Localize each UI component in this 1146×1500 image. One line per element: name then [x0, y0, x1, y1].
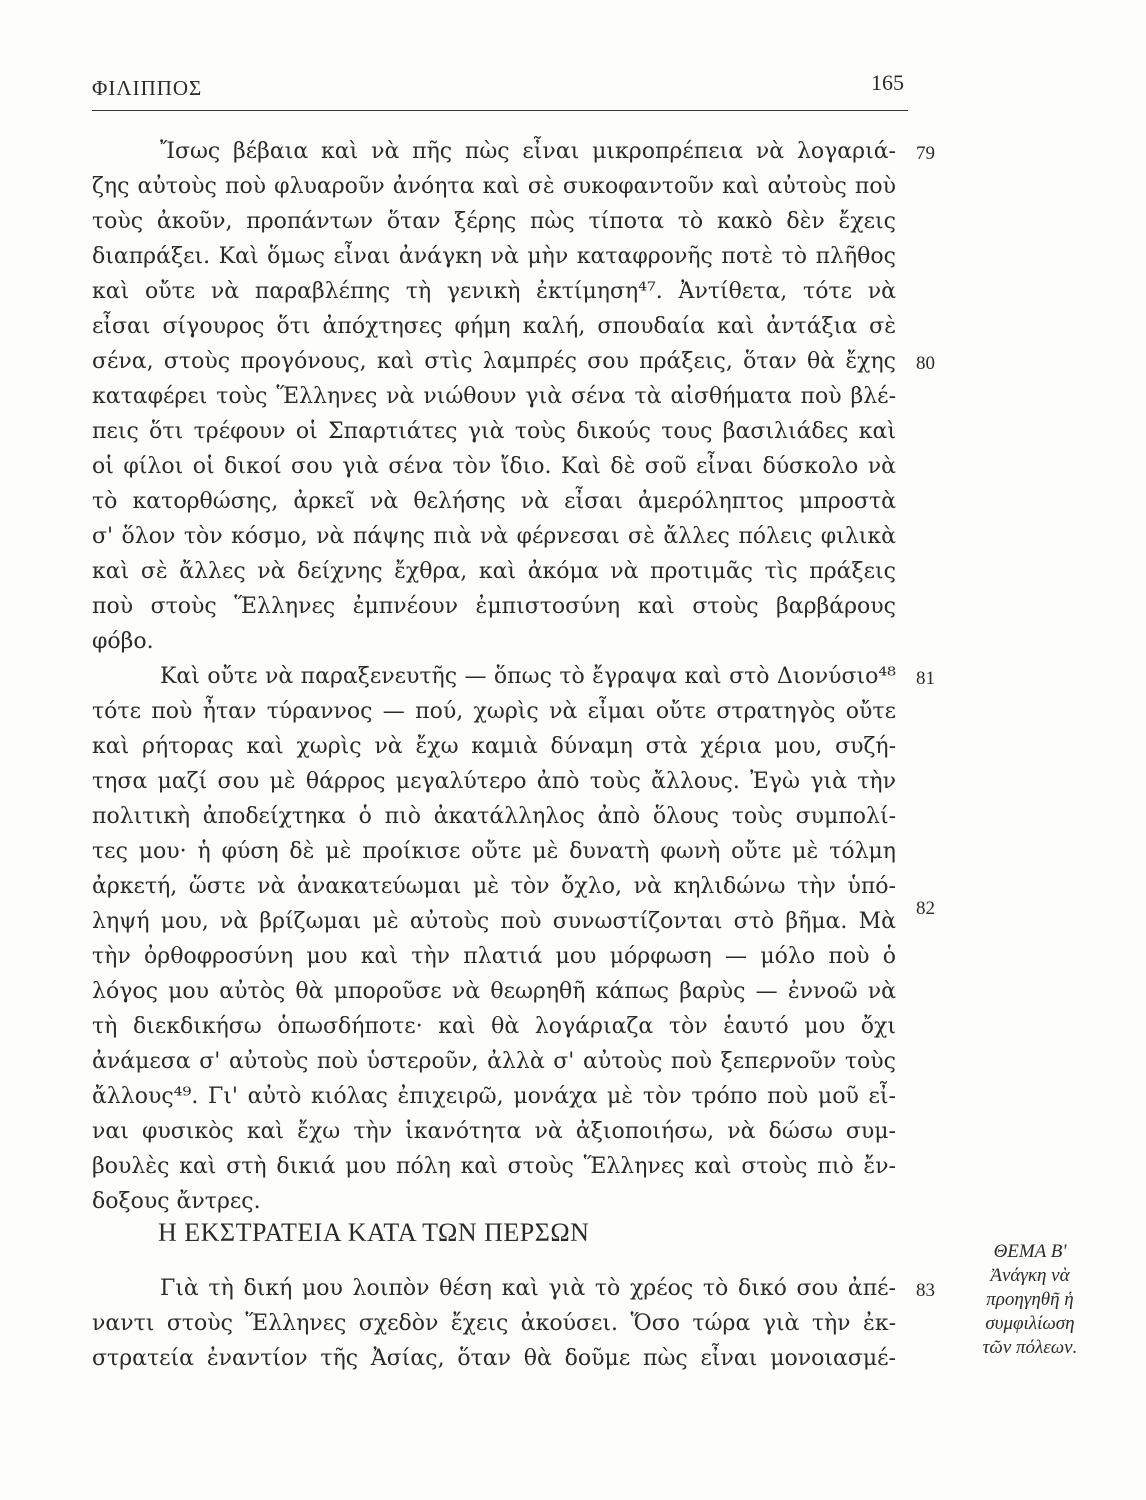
- side-note-line: τῶν πόλεων.: [982, 1337, 1078, 1358]
- running-title: ΦΙΛΙΠΠΟΣ: [92, 76, 203, 100]
- text-line: τες μου· ἡ φύση δὲ μὲ προίκισε οὔτε μὲ δυνατὴ φωνὴ οὔτε μὲ τόλμη: [92, 839, 896, 864]
- margin-number: 81: [916, 668, 935, 689]
- text-line: καὶ οὔτε νὰ παραβλέπης τὴ γενικὴ ἐκτίμηση⁴⁷. Ἀντίθετα, τότε νὰ: [92, 279, 896, 304]
- text-line: τὴ διεκδικήσω ὁπωσδήποτε· καὶ θὰ λογάριαζα τὸν ἑαυτό μου ὄχι: [92, 1014, 896, 1039]
- text-line: εἶσαι σίγουρος ὅτι ἀπόχτησες φήμη καλή, σπουδαία καὶ ἀντάξια σὲ: [92, 314, 896, 339]
- text-line: ναι φυσικὸς καὶ ἔχω τὴν ἱκανότητα νὰ ἀξιοποιήσω, νὰ δώσω συμ-: [92, 1119, 896, 1144]
- text-line: στρατεία ἐναντίον τῆς Ἀσίας, ὅταν θὰ δοῦμε πὼς εἶναι μονοιασμέ-: [92, 1346, 896, 1371]
- side-note-line: συμφιλίωση: [985, 1313, 1075, 1334]
- side-note-title: ΘΕΜΑ Β': [993, 1241, 1067, 1262]
- text-line: σ' ὅλον τὸν κόσμο, νὰ πάψης πιὰ νὰ φέρνεσαι σὲ ἄλλες πόλεις φιλικὰ: [92, 524, 896, 549]
- text-line: πεις ὅτι τρέφουν οἱ Σπαρτιάτες γιὰ τοὺς δικούς τους βασιλιάδες καὶ: [92, 419, 896, 444]
- margin-number: 80: [916, 353, 935, 374]
- text-line: φόβο.: [92, 629, 154, 654]
- text-line: βουλὲς καὶ στὴ δικιά μου πόλη καὶ στοὺς Ἕλληνες καὶ στοὺς πιὸ ἔν-: [92, 1154, 896, 1179]
- text-line: καταφέρει τοὺς Ἕλληνες νὰ νιώθουν γιὰ σένα τὰ αἰσθήματα ποὺ βλέ-: [92, 384, 896, 409]
- page-number: 165: [871, 70, 904, 95]
- text-line: σένα, στοὺς προγόνους, καὶ στὶς λαμπρές σου πράξεις, ὅταν θὰ ἔχης: [92, 349, 896, 374]
- text-line: ναντι στοὺς Ἕλληνες σχεδὸν ἔχεις ἀκούσει. Ὅσο τώρα γιὰ τὴν ἐκ-: [92, 1311, 896, 1336]
- text-line: ζης αὐτοὺς ποὺ φλυαροῦν ἀνόητα καὶ σὲ συκοφαντοῦν καὶ αὐτοὺς ποὺ: [92, 174, 896, 199]
- margin-number: 79: [916, 143, 935, 164]
- text-line: οἱ φίλοι οἱ δικοί σου γιὰ σένα τὸν ἴδιο. Καὶ δὲ σοῦ εἶναι δύσκολο νὰ: [92, 454, 896, 479]
- text-line: ἀρκετή, ὥστε νὰ ἀνακατεύωμαι μὲ τὸν ὄχλο, νὰ κηλιδώνω τὴν ὑπό-: [92, 874, 896, 899]
- text-line: Γιὰ τὴ δική μου λοιπὸν θέση καὶ γιὰ τὸ χρέος τὸ δικό σου ἀπέ-: [160, 1276, 896, 1301]
- side-note-line: προηγηθῆ ἡ: [986, 1289, 1074, 1310]
- margin-number: 82: [916, 898, 935, 919]
- text-line: Ἴσως βέβαια καὶ νὰ πῆς πὼς εἶναι μικροπρέπεια νὰ λογαριά-: [160, 139, 896, 164]
- page-header: [92, 70, 908, 111]
- side-note-line: Ἀνάγκη νὰ: [990, 1265, 1070, 1286]
- text-line: δοξους ἄντρες.: [92, 1189, 261, 1214]
- margin-number: 83: [916, 1280, 935, 1301]
- text-line: τὴν ὀρθοφροσύνη μου καὶ τὴν πλατιά μου μόρφωση — μόλο ποὺ ὁ: [92, 944, 896, 969]
- section-heading: Η ΕΚΣΤΡΑΤΕΙΑ ΚΑΤΑ ΤΩΝ ΠΕΡΣΩΝ: [158, 1218, 590, 1247]
- text-line: ποὺ στοὺς Ἕλληνες ἐμπνέουν ἐμπιστοσύνη καὶ στοὺς βαρβάρους: [92, 594, 896, 619]
- text-line: ληψή μου, νὰ βρίζωμαι μὲ αὐτοὺς ποὺ συνωστίζονται στὸ βῆμα. Μὰ: [92, 909, 896, 934]
- text-line: λόγος μου αὐτὸς θὰ μποροῦσε νὰ θεωρηθῆ κάπως βαρὺς — ἐννοῶ νὰ: [92, 979, 896, 1004]
- text-line: τησα μαζί σου μὲ θάρρος μεγαλύτερο ἀπὸ τοὺς ἄλλους. Ἐγὼ γιὰ τὴν: [92, 769, 896, 794]
- text-line: τὸ κατορθώσης, ἀρκεῖ νὰ θελήσης νὰ εἶσαι ἀμερόληπτος μπροστὰ: [92, 489, 896, 514]
- text-line: καὶ ρήτορας καὶ χωρὶς νὰ ἔχω καμιὰ δύναμη στὰ χέρια μου, συζή-: [92, 734, 896, 759]
- side-note: [950, 1240, 1110, 1360]
- text-line: ἀνάμεσα σ' αὐτοὺς ποὺ ὑστεροῦν, ἀλλὰ σ' αὐτοὺς ποὺ ξεπερνοῦν τοὺς: [92, 1049, 896, 1074]
- text-line: καὶ σὲ ἄλλες νὰ δείχνης ἔχθρα, καὶ ἀκόμα νὰ προτιμᾶς τὶς πράξεις: [92, 559, 896, 584]
- text-line: Καὶ οὔτε νὰ παραξενευτῆς — ὅπως τὸ ἔγραψα καὶ στὸ Διονύσιο⁴⁸: [160, 664, 896, 689]
- text-line: ἄλλους⁴⁹. Γι' αὐτὸ κιόλας ἐπιχειρῶ, μονάχα μὲ τὸν τρόπο ποὺ μοῦ εἶ-: [92, 1084, 896, 1109]
- text-line: τότε ποὺ ἦταν τύραννος — πού, χωρὶς νὰ εἶμαι οὔτε στρατηγὸς οὔτε: [92, 699, 896, 724]
- text-line: τοὺς ἀκοῦν, προπάντων ὅταν ξέρης πὼς τίποτα τὸ κακὸ δὲν ἔχεις: [92, 209, 896, 234]
- text-line: διαπράξει. Καὶ ὅμως εἶναι ἀνάγκη νὰ μὴν καταφρονῆς ποτὲ τὸ πλῆθος: [92, 244, 896, 269]
- text-line: πολιτικὴ ἀποδείχτηκα ὁ πιὸ ἀκατάλληλος ἀπὸ ὅλους τοὺς συμπολί-: [92, 804, 896, 829]
